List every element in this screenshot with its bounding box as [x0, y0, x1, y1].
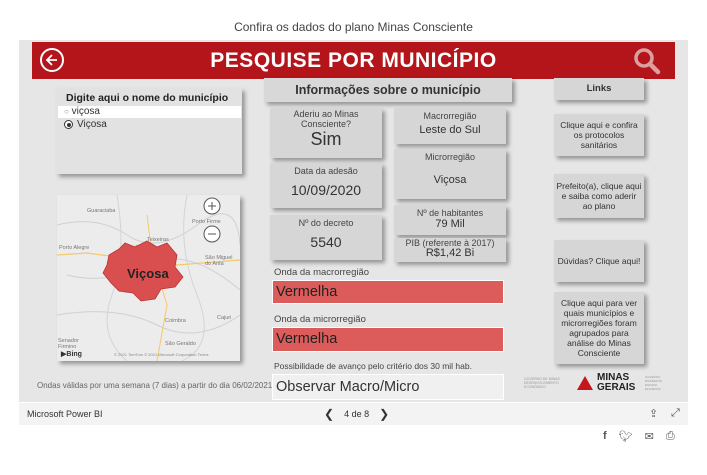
twitter-icon[interactable]: 🐦︎	[618, 431, 633, 443]
footnote: Ondas válidas por uma semana (7 dias) a partir do dia 06/02/2021	[37, 381, 273, 390]
facebook-icon[interactable]: f	[603, 430, 607, 442]
macrorregiao-label: Macrorregião	[423, 111, 477, 121]
map-place-senador-firmino: Senador Firmino	[58, 338, 79, 350]
map-place-sao-geraldo: São Geraldo	[165, 341, 196, 347]
macrorregiao-value: Leste do Sul	[419, 124, 481, 136]
page-navigation	[324, 407, 389, 421]
aderiu-value: Sim	[310, 129, 342, 149]
map-place-sao-miguel: São Miguel do Anta	[205, 255, 233, 267]
powerbi-brand[interactable]: Microsoft Power BI	[27, 409, 103, 419]
header-bar	[32, 42, 675, 79]
search-input[interactable]	[58, 106, 241, 118]
municipality-option-label: Viçosa	[77, 119, 107, 130]
print-icon[interactable]: ⎙	[665, 430, 675, 442]
data-adesao-card	[270, 163, 382, 208]
decreto-label: Nº do decreto	[298, 218, 354, 228]
prev-page-icon[interactable]: ❮	[324, 407, 335, 421]
bing-logo-text: Bing	[66, 351, 82, 358]
avanco-value: Observar Macro/Micro	[272, 374, 504, 400]
microrregiao-label: Microrregião	[424, 152, 475, 162]
decreto-card	[270, 215, 382, 260]
link-prefeito[interactable]: Prefeito(a), clique aqui e saiba como aderir ao plano	[554, 174, 644, 218]
map-place-porto-firme: Porto Firme	[192, 219, 221, 225]
pib-card	[394, 238, 506, 262]
onda-macro-label: Onda da macrorregião	[274, 267, 370, 278]
map-place-porto-alegre: Porto Alegre	[59, 245, 90, 251]
search-icon[interactable]	[633, 47, 661, 75]
header-title: PESQUISE POR MUNICÍPIO	[210, 49, 497, 72]
triangle-logo-icon	[577, 376, 593, 390]
pib-label: PIB (referente à 2017)	[405, 238, 495, 248]
onda-micro-label: Onda da microrregião	[274, 314, 366, 325]
search-input-icon: ○	[64, 107, 69, 116]
email-icon[interactable]: ✉	[644, 431, 654, 443]
zoom-out-icon[interactable]	[204, 226, 220, 242]
page-title: Confira os dados do plano Minas Consciente	[234, 20, 473, 34]
map-place-cajuri: Cajuri	[217, 315, 232, 321]
aderiu-label: Aderiu ao Minas Consciente?	[293, 109, 359, 129]
logo-brand: MINAS GERAIS	[597, 372, 636, 393]
map-place-teixeiras: Teixeiras	[147, 237, 169, 243]
map-place-guaraciaba: Guaraciaba	[87, 208, 116, 214]
habitantes-card	[394, 205, 506, 235]
share-report-icon[interactable]: ⇪	[649, 408, 659, 420]
aderiu-card	[270, 108, 382, 158]
avanco-label: Possibilidade de avanço pelo critério dos 30 mil hab.	[274, 361, 472, 371]
link-municipios[interactable]: Clique aqui para ver quais municípios e microrregiões foram agrupados para análise do Minas Consciente	[554, 292, 644, 364]
links-title: Links	[554, 78, 644, 100]
info-title: Informações sobre o município	[264, 78, 512, 102]
bing-logo: ▶Bing	[61, 351, 82, 358]
onda-macro-value: Vermelha	[272, 280, 504, 304]
municipality-search-panel	[56, 88, 242, 174]
radio-selected-icon[interactable]	[64, 120, 73, 129]
fullscreen-icon[interactable]: ⤢	[671, 407, 680, 419]
map-place-coimbra: Coimbra	[165, 318, 186, 324]
link-duvidas[interactable]: Dúvidas? Clique aqui!	[554, 240, 644, 282]
habitantes-label: Nº de habitantes	[416, 208, 484, 218]
map-visual[interactable]	[57, 195, 240, 361]
link-protocolos[interactable]: Clique aqui e confira os protocolos sanitários	[554, 114, 644, 156]
data-adesao-label: Data da adesão	[294, 166, 358, 176]
microrregiao-card	[394, 149, 506, 199]
next-page-icon[interactable]: ❯	[379, 407, 390, 421]
municipality-option[interactable]	[64, 119, 107, 130]
data-adesao-value: 10/09/2020	[290, 182, 362, 198]
decreto-value: 5540	[310, 234, 342, 250]
report-canvas	[19, 40, 688, 402]
map-city-label: Viçosa	[127, 266, 169, 281]
habitantes-value: 79 Mil	[435, 218, 465, 230]
onda-micro-value: Vermelha	[272, 327, 504, 352]
map-copyright: © 2021 TomTom © 2021 Microsoft Corporation Terms	[114, 352, 209, 357]
pib-value: R$1,42 Bi	[425, 247, 475, 259]
search-input-value: viçosa	[71, 106, 100, 117]
powerbi-footer	[19, 403, 688, 425]
government-seal: GOVERNO DE MINAS DESENVOLVIMENTO ECONÔMICO	[524, 377, 560, 389]
macrorregiao-card	[394, 108, 506, 144]
minas-gerais-logo: MINAS GERAIS GOVERNO DIFERENTE ESTADO EFICIENTE	[577, 373, 662, 393]
search-label: Digite aqui o nome do município	[66, 92, 229, 104]
zoom-in-icon[interactable]	[204, 198, 220, 214]
share-bar	[603, 430, 675, 443]
page-indicator: 4 de 8	[344, 409, 370, 419]
microrregiao-value: Viçosa	[433, 174, 467, 186]
